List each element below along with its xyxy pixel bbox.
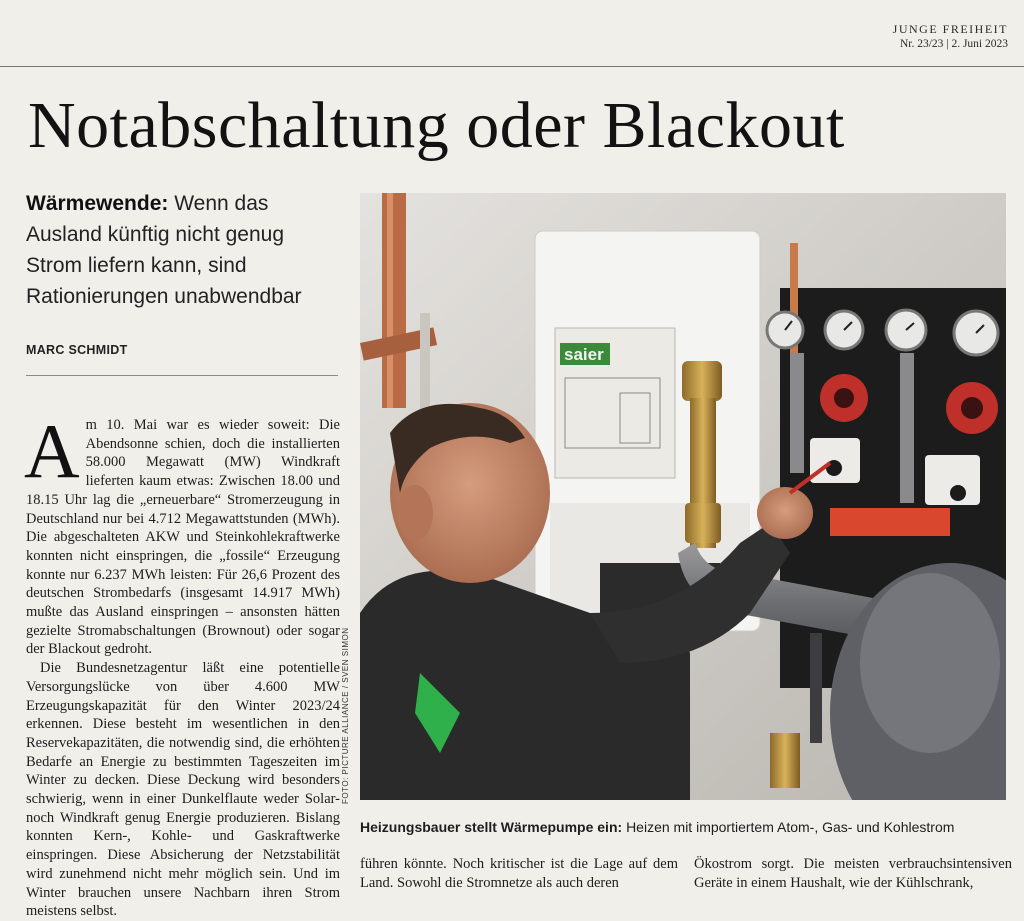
column-3-text: Ökostrom sorgt. Die meisten verbrauchsintensiven Geräte in einem Haushalt, wie der Kühlschrank, <box>694 856 1012 891</box>
byline-rule <box>26 375 338 376</box>
paragraph-1-text: m 10. Mai war es wieder soweit: Die Abendsonne schien, doch die installierten 58.000 Megawatt (MW) Windkraft lieferten kaum etwas: Zwischen 18.00 und 18.15 Uhr lag die „erneuerbare“ Stromerzeugung in Deutschland nur bei 4.712 Megawattstunden (MWh). Die abgeschalteten AKW und Steinkohlekraftwerke konnten nicht einspringen, die „fossile“ Erzeugung konnte nur 6.237 MWh leisten: Für 26,6 Prozent des deutschen Strombedarfs (insgesamt 14.917 MWh) mußte das Ausland einspringen – ansonsten hätten gezielte Stromabschaltungen (Brownout) oder sogar der Blackout gedroht. <box>26 417 340 658</box>
photo-caption <box>360 818 1020 836</box>
byline: MARC SCHMIDT <box>26 343 128 357</box>
article-column-3 <box>694 855 1012 892</box>
article-column-2 <box>360 855 678 892</box>
heat-pump-installation-photo <box>360 193 1006 800</box>
newspaper-name: JUNGE FREIHEIT <box>892 22 1008 36</box>
drop-cap: A <box>24 408 80 494</box>
deck-kicker: Wärmewende: <box>26 192 169 215</box>
worker-hand <box>757 487 813 539</box>
deck <box>26 188 336 312</box>
masthead <box>893 22 1008 52</box>
column-2-text: führen könnte. Noch kritischer ist die Lage auf dem Land. Sowohl die Stromnetze als auch deren <box>360 856 678 891</box>
photo-credit: FOTO: PICTURE ALLIANCE / SVEN SIMON <box>341 627 350 804</box>
article-photo <box>360 193 1006 800</box>
article-column-1 <box>24 408 340 921</box>
boiler-brand-label: saier <box>564 345 604 364</box>
top-rule <box>0 66 1024 67</box>
article-paragraph-1 <box>24 408 340 659</box>
deck-text: Wenn das Ausland künftig nicht genug Strom liefern kann, sind Rationierungen unabwendbar <box>26 192 302 308</box>
article-paragraph-2: Die Bundesnetzagentur läßt eine potentielle Versorgungslücke von über 4.600 MW Erzeugungskapazität für den Winter 2023/24 erkennen. Diese besteht im wesentlichen in den Reservekapazitäten, die notwendig sind, die erhöhten Bedarfe an Energie zu bestimmten Tageszeiten im Winter zu decken. Diese Deckung wird besonders schwierig, wenn in einer Dunkelflaute weder Solar- noch Windkraft genug Energie produzieren. Bislang konnten Kern-, Kohle- und Gaskraftwerke einspringen. Diese Absicherung der Netzstabilität wird zunehmend nicht mehr möglich sein. Und im Winter brauchen unsere Nachbarn ihren Strom meistens selbst. <box>26 660 340 920</box>
issue-date: Nr. 23/23 | 2. Juni 2023 <box>899 38 1008 50</box>
caption-text: Heizen mit importiertem Atom-, Gas- und Kohlestrom <box>626 819 955 835</box>
caption-lead: Heizungsbauer stellt Wärmepumpe ein: <box>360 819 623 835</box>
headline: Notabschaltung oder Blackout <box>28 89 845 162</box>
